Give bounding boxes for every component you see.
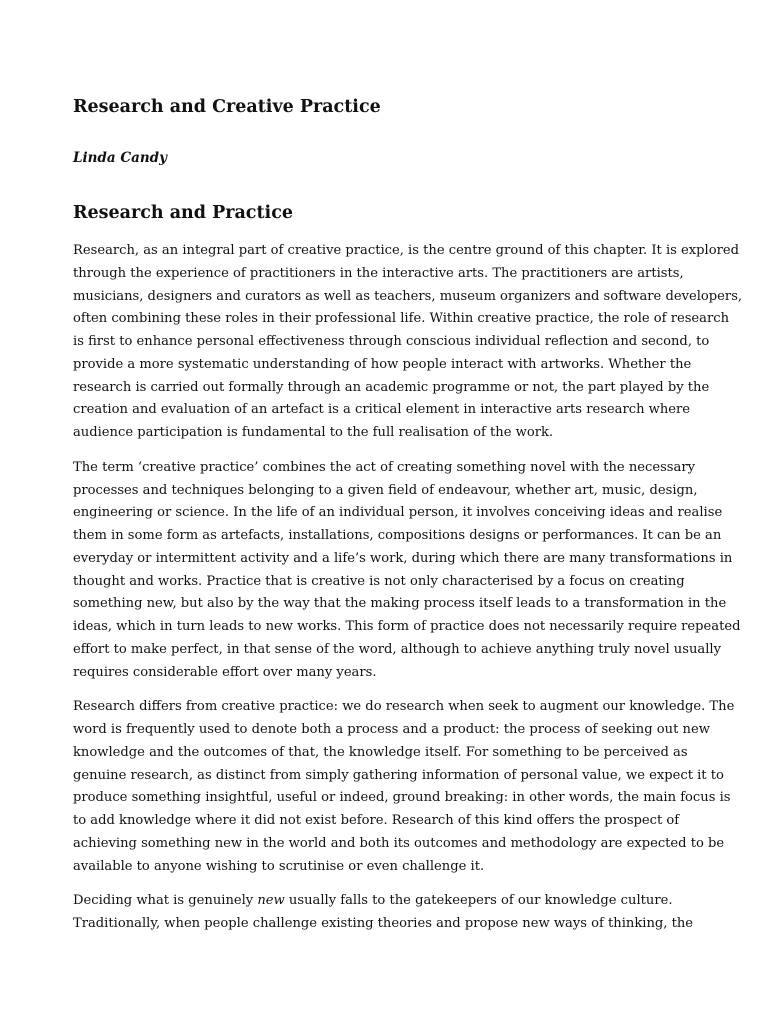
text-line: achieving something new in the world and both its outcomes and methodology are expected to be xyxy=(73,835,725,851)
text-line: ideas, which in turn leads to new works. This form of practice does not necessarily require repeated xyxy=(73,619,741,634)
paragraph-4 xyxy=(73,890,701,936)
paragraph-1 xyxy=(73,240,743,445)
text-line: engineering or science. In the life of an individual person, it involves conceiving ideas and realise xyxy=(73,505,723,521)
text-line: often combining these roles in their professional life. Within creative practice, the role of research xyxy=(73,311,729,327)
text-line: them in some form as artefacts, installations, compositions designs or performances. It can be an xyxy=(73,528,722,543)
text-line: provide a more systematic understanding of how people interact with artworks. Whether the xyxy=(73,356,692,372)
text-line: requires considerable effort over many years. xyxy=(73,664,377,680)
text-line: Traditionally, when people challenge existing theories and propose new ways of thinking, the xyxy=(73,916,694,931)
text-line: word is frequently used to denote both a process and a product: the process of seeking out new xyxy=(73,722,710,737)
text-line: effort to make perfect, in that sense of the word, although to achieve anything truly novel usually xyxy=(73,641,721,657)
text-run: Deciding what is genuinely xyxy=(73,893,258,909)
text-line: musicians, designers and curators as well as teachers, museum organizers and software developers, xyxy=(73,288,743,304)
text-line: creation and evaluation of an artefact is a critical element in interactive arts research where xyxy=(73,402,691,418)
author-name: Linda Candy xyxy=(73,150,167,166)
text-line: Research differs from creative practice: we do research when seek to augment our knowledge. The xyxy=(73,699,735,715)
text-run: usually falls to the gatekeepers of our knowledge culture. xyxy=(284,893,673,909)
text-line: through the experience of practitioners in the interactive arts. The practitioners are artists, xyxy=(73,265,684,281)
text-line: processes and techniques belonging to a given field of endeavour, whether art, music, design, xyxy=(73,482,698,498)
text-line: genuine research, as distinct from simply gathering information of personal value, we expect it to xyxy=(73,767,724,783)
text-line: something new, but also by the way that the making process itself leads to a transformation in the xyxy=(73,596,727,612)
section-heading: Research and Practice xyxy=(73,203,293,223)
text-line: Research, as an integral part of creative practice, is the centre ground of this chapter. It is explored xyxy=(73,243,740,258)
text-line: is first to enhance personal effectiveness through conscious individual reflection and second, to xyxy=(73,334,710,349)
text-line: research is carried out formally through an academic programme or not, the part played by the xyxy=(73,379,710,395)
text-line: The term ‘creative practice’ combines the act of creating something novel with the necessary xyxy=(73,459,695,475)
text-line: everyday or intermittent activity and a life’s work, during which there are many transformations in xyxy=(73,550,733,566)
document-title: Research and Creative Practice xyxy=(73,97,381,117)
text-line: to add knowledge where it did not exist before. Research of this kind offers the prospect of xyxy=(73,813,680,828)
text-line: produce something insightful, useful or indeed, ground breaking: in other words, the main focus is xyxy=(73,790,731,806)
text-line: knowledge and the outcomes of that, the knowledge itself. For something to be perceived as xyxy=(73,744,688,760)
text-line xyxy=(73,890,701,913)
text-line: audience participation is fundamental to the full realisation of the work. xyxy=(73,425,554,440)
paragraph-3 xyxy=(73,696,735,878)
emphasis-text: new xyxy=(257,893,285,909)
paragraph-2 xyxy=(73,457,741,685)
text-line: thought and works. Practice that is creative is not only characterised by a focus on creating xyxy=(73,573,685,589)
body-text xyxy=(73,240,743,948)
text-line: available to anyone wishing to scrutinise or even challenge it. xyxy=(73,858,485,874)
